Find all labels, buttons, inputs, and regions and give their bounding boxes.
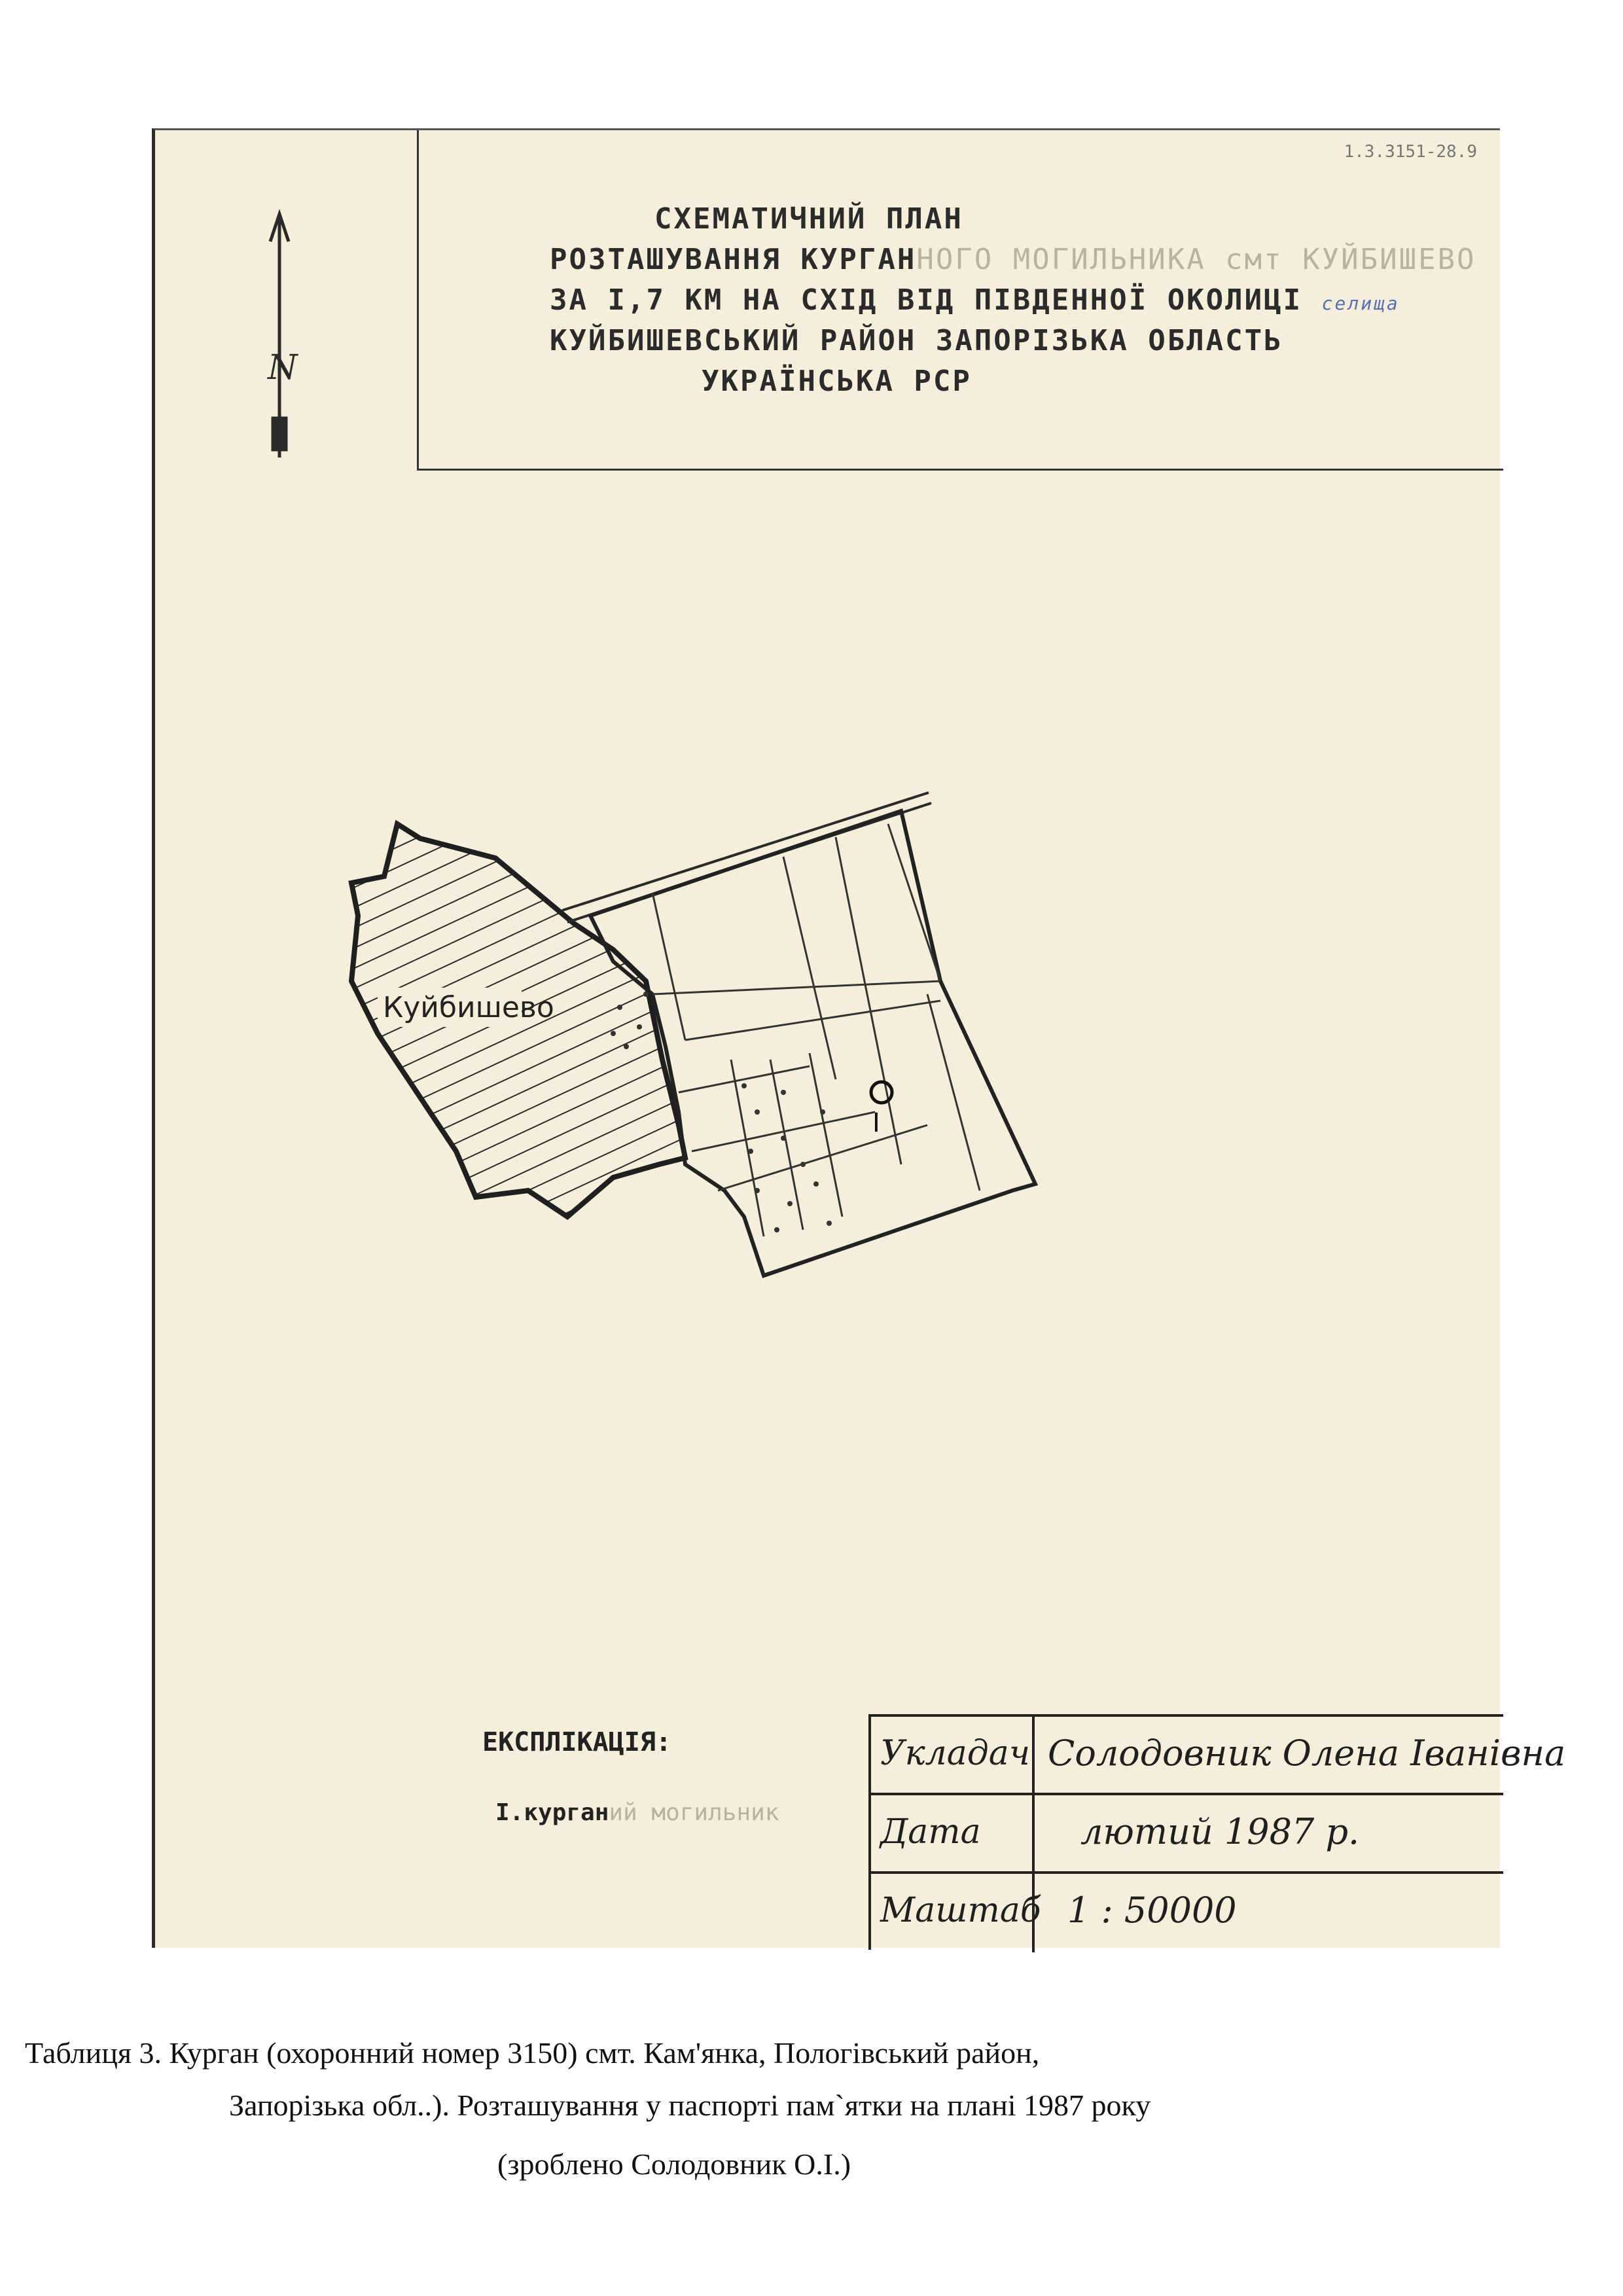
scale-label: Маштаб [871,1874,1035,1952]
explication-item-faded: ий могильник [609,1799,779,1826]
date-value: лютий 1987 р. [1080,1811,1360,1852]
compiler-label: Укладач [871,1717,1035,1793]
title-block [417,130,1503,471]
barrow-marker-icon [871,1082,892,1103]
caption-line-2: Запорізька обл..). Розташування у паспорті пам`ятки на плані 1987 року [229,2089,1151,2122]
title-line-3 [550,283,1623,317]
caption-line-1: Таблиця 3. Курган (охоронний номер 3150) смт. Кам'янка, Пологівський район, [25,2036,1040,2070]
title-line-5: УКРАЇНСЬКА РСР [702,365,972,398]
title-line-2 [550,243,1623,276]
title-line-4: КУЙБИШЕВСЬКИЙ РАЙОН ЗАПОРІЗЬКА ОБЛАСТЬ [550,324,1283,357]
explication-item-main: І.курган [495,1799,609,1826]
compiler-value: Солодовник Олена Іванівна [1048,1732,1566,1774]
stamp-row-date [871,1795,1503,1874]
settlement-label: Куйбишево [383,991,554,1024]
north-arrow-icon [270,214,289,457]
title-line-1: СХЕМАТИЧНИЙ ПЛАН [654,202,963,236]
map-sheet [152,128,1566,1948]
barrow-label: I [872,1108,880,1138]
north-label: N [268,348,298,387]
title-line-3-stamp: селища [1321,293,1400,314]
scale-value: 1 : 50000 [1067,1890,1237,1931]
title-line-2-faded: НОГО МОГИЛЬНИКА смт КУЙБИШЕВО [916,243,1476,276]
title-stamp-table [868,1714,1566,1950]
title-line-2-main: РОЗТАШУВАННЯ КУРГАН [550,243,917,276]
archive-number: 1.3.3151-28.9 [1344,142,1477,162]
title-line-3-main: ЗА І,7 КМ НА СХІД ВІД ПІВДЕННОЇ ОКОЛИЦІ [550,283,1303,317]
road [562,793,931,922]
stamp-row-compiler [871,1717,1566,1795]
explication-heading: ЕКСПЛІКАЦІЯ: [482,1727,671,1757]
date-label: Дата [871,1795,1035,1871]
caption-line-3: (зроблено Солодовник О.І.) [497,2147,851,2181]
stamp-row-scale [871,1874,1503,1952]
explication-item [495,1799,779,1826]
